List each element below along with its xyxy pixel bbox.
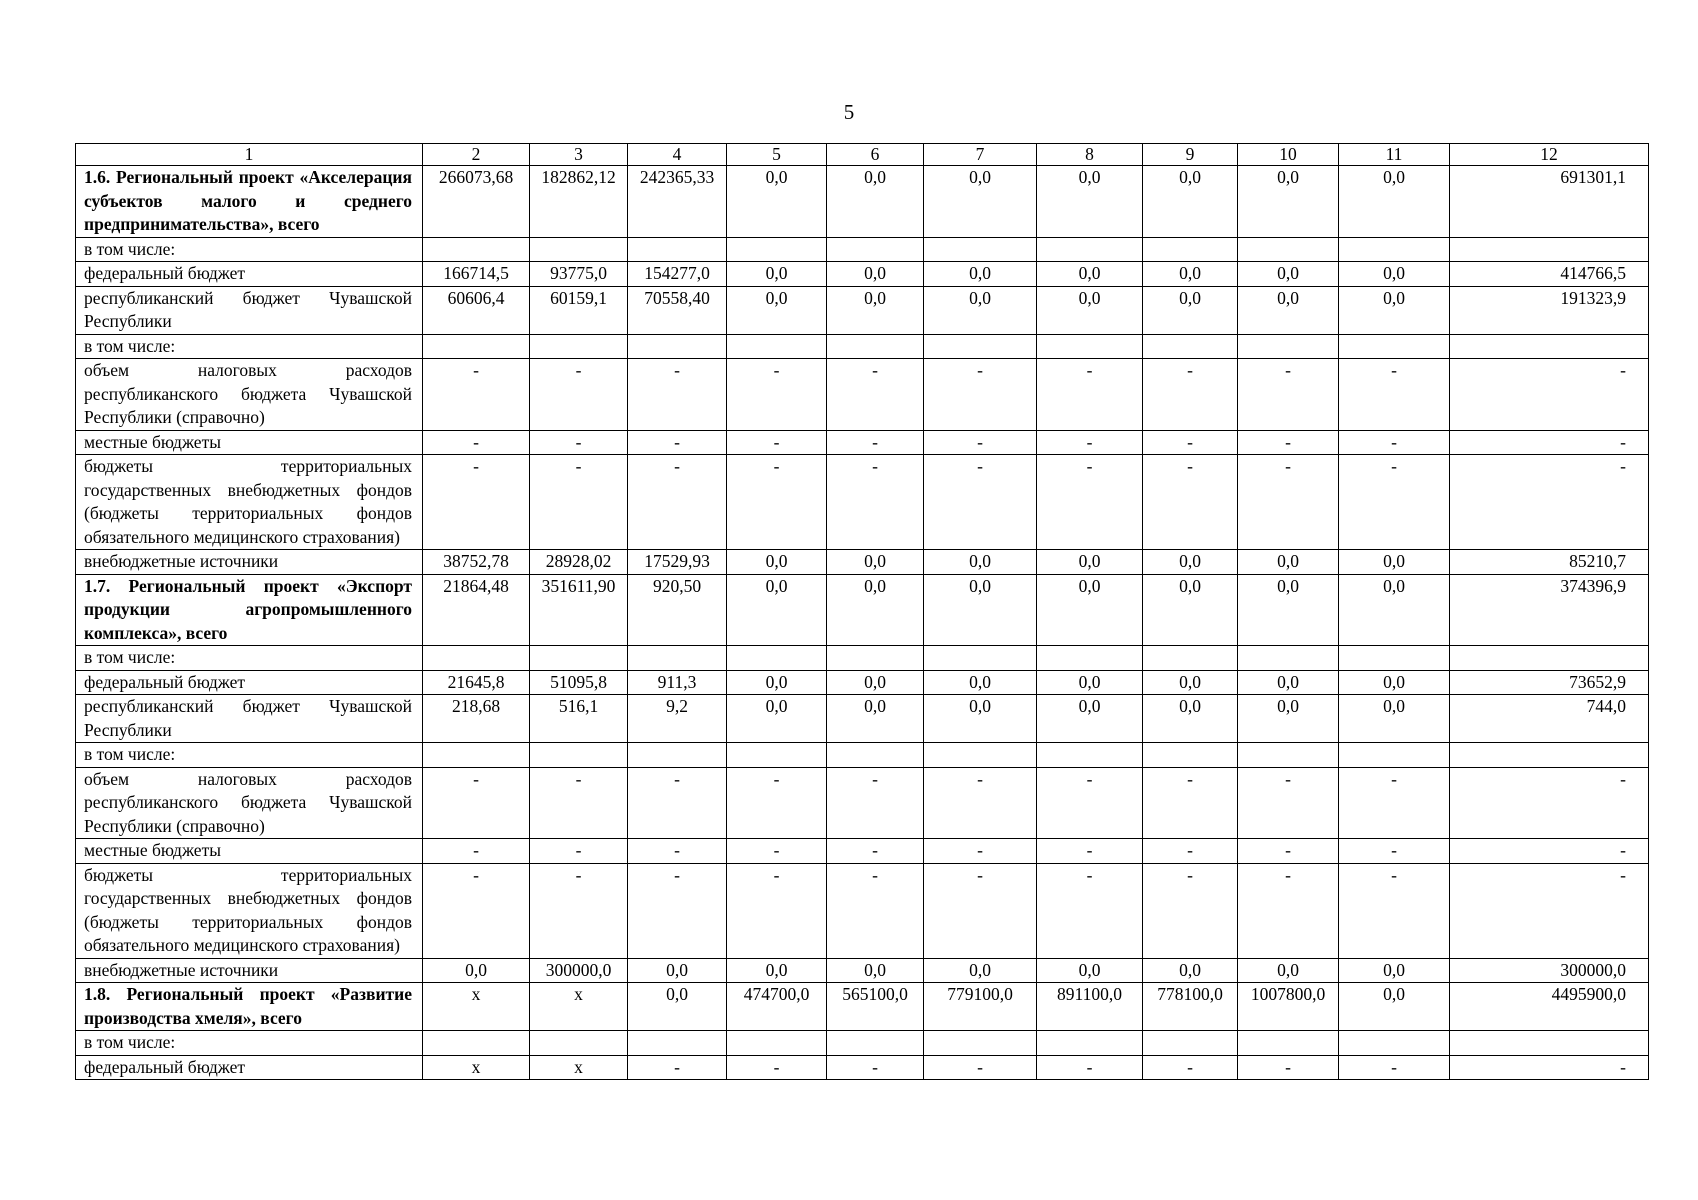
- table-cell: 0,0: [1143, 166, 1238, 238]
- budget-table: [75, 143, 1649, 1080]
- table-cell: 4495900,0: [1450, 983, 1649, 1031]
- table-cell: -: [924, 863, 1037, 958]
- table-cell: 0,0: [1238, 958, 1339, 983]
- table-cell: 38752,78: [423, 550, 530, 575]
- table-cell: 0,0: [1339, 670, 1450, 695]
- table-cell: 9,2: [628, 695, 727, 743]
- table-cell: -: [1238, 767, 1339, 839]
- table-cell: [1143, 743, 1238, 768]
- table-cell: [1037, 743, 1143, 768]
- column-number: 9: [1143, 144, 1238, 166]
- table-cell: 414766,5: [1450, 262, 1649, 287]
- table-cell: -: [727, 839, 827, 864]
- table-cell: 93775,0: [530, 262, 628, 287]
- table-cell: [924, 743, 1037, 768]
- table-cell: [423, 237, 530, 262]
- table-cell: [924, 237, 1037, 262]
- table-cell: 21864,48: [423, 574, 530, 646]
- table-cell: 0,0: [727, 574, 827, 646]
- table-cell: 0,0: [924, 166, 1037, 238]
- table-row: [76, 262, 1649, 287]
- table-cell: -: [727, 430, 827, 455]
- table-cell: 0,0: [924, 262, 1037, 287]
- table-cell: [1037, 646, 1143, 671]
- table-row: [76, 863, 1649, 958]
- table-cell: [530, 646, 628, 671]
- table-cell: -: [1339, 430, 1450, 455]
- table-cell: -: [1238, 1055, 1339, 1080]
- table-cell: 0,0: [1339, 262, 1450, 287]
- table-row: [76, 958, 1649, 983]
- table-cell: [727, 1031, 827, 1056]
- table-cell: [1238, 237, 1339, 262]
- table-cell: 0,0: [827, 695, 924, 743]
- row-label: бюджеты территориальных государственных внебюджетных фондов (бюджеты территориальных фондов обязательного медицинского страхования): [76, 863, 423, 958]
- table-cell: 0,0: [1339, 983, 1450, 1031]
- table-cell: -: [1143, 430, 1238, 455]
- table-cell: 242365,33: [628, 166, 727, 238]
- table-cell: -: [1238, 430, 1339, 455]
- row-label: в том числе:: [76, 646, 423, 671]
- table-cell: 51095,8: [530, 670, 628, 695]
- table-cell: -: [530, 359, 628, 431]
- table-cell: 0,0: [727, 262, 827, 287]
- table-cell: 1007800,0: [1238, 983, 1339, 1031]
- table-cell: 0,0: [827, 670, 924, 695]
- table-cell: [1143, 646, 1238, 671]
- table-cell: 779100,0: [924, 983, 1037, 1031]
- table-cell: [1238, 1031, 1339, 1056]
- table-cell: [530, 237, 628, 262]
- table-cell: -: [1339, 839, 1450, 864]
- table-cell: 0,0: [827, 958, 924, 983]
- table-row: [76, 359, 1649, 431]
- table-cell: [1037, 334, 1143, 359]
- table-cell: -: [1238, 359, 1339, 431]
- table-cell: 0,0: [1037, 958, 1143, 983]
- table-cell: [1143, 334, 1238, 359]
- table-cell: 0,0: [924, 670, 1037, 695]
- table-row: [76, 286, 1649, 334]
- table-cell: -: [530, 863, 628, 958]
- table-cell: -: [1238, 455, 1339, 550]
- table-cell: -: [1238, 839, 1339, 864]
- table-cell: -: [423, 839, 530, 864]
- table-cell: 0,0: [1339, 166, 1450, 238]
- table-cell: 0,0: [727, 695, 827, 743]
- table-cell: 0,0: [727, 286, 827, 334]
- table-cell: -: [1037, 455, 1143, 550]
- table-cell: -: [530, 767, 628, 839]
- table-cell: 0,0: [1238, 550, 1339, 575]
- table-cell: 0,0: [827, 262, 924, 287]
- table-cell: 516,1: [530, 695, 628, 743]
- table-cell: [1339, 237, 1450, 262]
- table-cell: [827, 1031, 924, 1056]
- table-cell: 191323,9: [1450, 286, 1649, 334]
- table-cell: [827, 646, 924, 671]
- table-cell: -: [423, 430, 530, 455]
- table-cell: х: [423, 1055, 530, 1080]
- table-cell: 0,0: [1037, 262, 1143, 287]
- row-label: в том числе:: [76, 743, 423, 768]
- table-cell: -: [924, 767, 1037, 839]
- table-cell: 0,0: [1037, 670, 1143, 695]
- table-cell: 0,0: [1143, 286, 1238, 334]
- table-cell: 0,0: [1339, 550, 1450, 575]
- row-label: внебюджетные источники: [76, 550, 423, 575]
- table-cell: [1238, 646, 1339, 671]
- table-cell: -: [1143, 1055, 1238, 1080]
- table-cell: -: [423, 767, 530, 839]
- row-label: 1.6. Региональный проект «Акселерация субъектов малого и среднего предпринимательства», всего: [76, 166, 423, 238]
- table-cell: 218,68: [423, 695, 530, 743]
- table-cell: 0,0: [827, 166, 924, 238]
- table-cell: х: [530, 983, 628, 1031]
- table-cell: [530, 743, 628, 768]
- table-cell: 0,0: [727, 550, 827, 575]
- table-cell: -: [1143, 455, 1238, 550]
- table-cell: 920,50: [628, 574, 727, 646]
- table-cell: -: [423, 863, 530, 958]
- table-cell: [1037, 1031, 1143, 1056]
- table-cell: 85210,7: [1450, 550, 1649, 575]
- table-cell: -: [1143, 839, 1238, 864]
- table-cell: 0,0: [1238, 262, 1339, 287]
- row-label: 1.8. Региональный проект «Развитие производства хмеля», всего: [76, 983, 423, 1031]
- table-cell: -: [1339, 1055, 1450, 1080]
- table-cell: -: [924, 430, 1037, 455]
- table-row: [76, 743, 1649, 768]
- table-cell: [924, 646, 1037, 671]
- table-cell: [628, 1031, 727, 1056]
- table-cell: [727, 646, 827, 671]
- project-total-row: [76, 983, 1649, 1031]
- table-cell: -: [628, 767, 727, 839]
- table-cell: -: [628, 839, 727, 864]
- table-cell: [1238, 743, 1339, 768]
- table-cell: 0,0: [1037, 550, 1143, 575]
- table-cell: [423, 743, 530, 768]
- table-cell: -: [924, 1055, 1037, 1080]
- table-cell: 565100,0: [827, 983, 924, 1031]
- table-cell: -: [1143, 767, 1238, 839]
- table-cell: 0,0: [1238, 166, 1339, 238]
- table-cell: [1339, 646, 1450, 671]
- table-cell: -: [924, 455, 1037, 550]
- table-cell: х: [530, 1055, 628, 1080]
- table-cell: -: [727, 1055, 827, 1080]
- table-cell: [1339, 743, 1450, 768]
- table-cell: [628, 743, 727, 768]
- column-number-row: [76, 144, 1649, 166]
- table-row: [76, 1031, 1649, 1056]
- table-cell: 0,0: [924, 574, 1037, 646]
- table-cell: 300000,0: [530, 958, 628, 983]
- table-cell: 266073,68: [423, 166, 530, 238]
- table-row: [76, 695, 1649, 743]
- table-cell: 28928,02: [530, 550, 628, 575]
- table-cell: 0,0: [1143, 670, 1238, 695]
- table-cell: [727, 743, 827, 768]
- table-cell: -: [1339, 863, 1450, 958]
- row-label: внебюджетные источники: [76, 958, 423, 983]
- table-cell: 0,0: [1037, 286, 1143, 334]
- project-total-row: [76, 574, 1649, 646]
- table-cell: -: [827, 455, 924, 550]
- row-label: федеральный бюджет: [76, 1055, 423, 1080]
- table-cell: -: [1037, 430, 1143, 455]
- table-cell: [1450, 646, 1649, 671]
- table-cell: -: [1450, 1055, 1649, 1080]
- table-cell: [1143, 1031, 1238, 1056]
- table-cell: -: [1339, 455, 1450, 550]
- table-cell: 0,0: [1143, 695, 1238, 743]
- table-cell: 891100,0: [1037, 983, 1143, 1031]
- column-number: 10: [1238, 144, 1339, 166]
- table-cell: 300000,0: [1450, 958, 1649, 983]
- table-cell: [628, 646, 727, 671]
- table-cell: 778100,0: [1143, 983, 1238, 1031]
- table-cell: 374396,9: [1450, 574, 1649, 646]
- column-number: 12: [1450, 144, 1649, 166]
- table-cell: [924, 334, 1037, 359]
- table-row: [76, 550, 1649, 575]
- table-cell: 0,0: [1238, 286, 1339, 334]
- row-label: объем налоговых расходов республиканского бюджета Чувашской Республики (справочно): [76, 359, 423, 431]
- table-cell: [1339, 1031, 1450, 1056]
- table-cell: -: [727, 455, 827, 550]
- table-cell: [1339, 334, 1450, 359]
- page-number: 5: [843, 100, 855, 124]
- table-cell: -: [1143, 863, 1238, 958]
- table-cell: -: [1143, 359, 1238, 431]
- table-cell: [924, 1031, 1037, 1056]
- column-number: 5: [727, 144, 827, 166]
- table-cell: 0,0: [1037, 166, 1143, 238]
- table-cell: [423, 646, 530, 671]
- row-label: федеральный бюджет: [76, 262, 423, 287]
- table-cell: 21645,8: [423, 670, 530, 695]
- table-cell: 0,0: [423, 958, 530, 983]
- table-cell: х: [423, 983, 530, 1031]
- project-total-row: [76, 166, 1649, 238]
- table-cell: -: [530, 430, 628, 455]
- table-cell: -: [530, 455, 628, 550]
- table-cell: 744,0: [1450, 695, 1649, 743]
- column-number: 3: [530, 144, 628, 166]
- table-cell: 0,0: [628, 958, 727, 983]
- table-cell: -: [1238, 863, 1339, 958]
- table-cell: -: [827, 863, 924, 958]
- table-cell: -: [628, 455, 727, 550]
- table-row: [76, 430, 1649, 455]
- column-number: 2: [423, 144, 530, 166]
- table-cell: [1450, 1031, 1649, 1056]
- table-cell: [530, 334, 628, 359]
- table-cell: -: [827, 767, 924, 839]
- table-cell: -: [1037, 863, 1143, 958]
- table-cell: 182862,12: [530, 166, 628, 238]
- table-cell: 351611,90: [530, 574, 628, 646]
- table-cell: -: [924, 839, 1037, 864]
- table-cell: [1450, 334, 1649, 359]
- table-cell: 0,0: [628, 983, 727, 1031]
- table-cell: [727, 237, 827, 262]
- table-cell: -: [628, 1055, 727, 1080]
- row-label: в том числе:: [76, 1031, 423, 1056]
- table-row: [76, 646, 1649, 671]
- row-label: в том числе:: [76, 237, 423, 262]
- column-number: 6: [827, 144, 924, 166]
- table-cell: -: [827, 839, 924, 864]
- table-cell: -: [530, 839, 628, 864]
- table-cell: 0,0: [1339, 695, 1450, 743]
- column-number: 7: [924, 144, 1037, 166]
- table-cell: -: [827, 430, 924, 455]
- row-label: бюджеты территориальных государственных внебюджетных фондов (бюджеты территориальных фондов обязательного медицинского страхования): [76, 455, 423, 550]
- table-cell: -: [628, 359, 727, 431]
- table-row: [76, 237, 1649, 262]
- table-cell: -: [628, 863, 727, 958]
- table-cell: 0,0: [1339, 958, 1450, 983]
- table-cell: -: [1339, 359, 1450, 431]
- column-number: 11: [1339, 144, 1450, 166]
- table-cell: 0,0: [1339, 574, 1450, 646]
- row-label: местные бюджеты: [76, 839, 423, 864]
- table-row: [76, 767, 1649, 839]
- table-cell: 70558,40: [628, 286, 727, 334]
- table-cell: [827, 237, 924, 262]
- table-cell: 0,0: [924, 286, 1037, 334]
- table-cell: 17529,93: [628, 550, 727, 575]
- table-cell: -: [1037, 359, 1143, 431]
- table-cell: [530, 1031, 628, 1056]
- table-cell: [1143, 237, 1238, 262]
- table-row: [76, 670, 1649, 695]
- table-cell: 0,0: [1143, 574, 1238, 646]
- table-cell: [727, 334, 827, 359]
- table-cell: 0,0: [727, 670, 827, 695]
- table-cell: 0,0: [924, 550, 1037, 575]
- table-row: [76, 455, 1649, 550]
- table-cell: 0,0: [827, 550, 924, 575]
- table-cell: 691301,1: [1450, 166, 1649, 238]
- table-cell: -: [827, 1055, 924, 1080]
- table-cell: 60606,4: [423, 286, 530, 334]
- table-cell: 60159,1: [530, 286, 628, 334]
- table-cell: -: [1450, 767, 1649, 839]
- table-cell: 0,0: [1037, 574, 1143, 646]
- table-row: [76, 334, 1649, 359]
- table-cell: 474700,0: [727, 983, 827, 1031]
- table-cell: [827, 334, 924, 359]
- table-cell: -: [1450, 455, 1649, 550]
- table-cell: -: [727, 767, 827, 839]
- table-cell: [628, 334, 727, 359]
- table-row: [76, 839, 1649, 864]
- table-cell: -: [423, 455, 530, 550]
- row-label: республиканский бюджет Чувашской Республики: [76, 286, 423, 334]
- table-cell: 0,0: [1143, 262, 1238, 287]
- table-cell: 154277,0: [628, 262, 727, 287]
- table-cell: -: [1037, 767, 1143, 839]
- table-cell: [1238, 334, 1339, 359]
- table-cell: 0,0: [1238, 574, 1339, 646]
- table-cell: -: [1450, 359, 1649, 431]
- table-cell: -: [827, 359, 924, 431]
- table-cell: [423, 1031, 530, 1056]
- table-cell: -: [423, 359, 530, 431]
- column-number: 4: [628, 144, 727, 166]
- table-row: [76, 1055, 1649, 1080]
- table-cell: 0,0: [1143, 550, 1238, 575]
- table-cell: [1037, 237, 1143, 262]
- table-cell: -: [1037, 839, 1143, 864]
- table-cell: 0,0: [1143, 958, 1238, 983]
- table-cell: 0,0: [1238, 695, 1339, 743]
- table-cell: [1450, 743, 1649, 768]
- table-cell: [628, 237, 727, 262]
- table-cell: -: [628, 430, 727, 455]
- table-cell: 166714,5: [423, 262, 530, 287]
- table-cell: 0,0: [827, 286, 924, 334]
- row-label: 1.7. Региональный проект «Экспорт продукции агропромышленного комплекса», всего: [76, 574, 423, 646]
- table-cell: 0,0: [924, 695, 1037, 743]
- table-cell: 0,0: [1037, 695, 1143, 743]
- table-cell: -: [1450, 863, 1649, 958]
- table-cell: 0,0: [924, 958, 1037, 983]
- table-cell: -: [924, 359, 1037, 431]
- table-cell: -: [1037, 1055, 1143, 1080]
- row-label: республиканский бюджет Чувашской Республики: [76, 695, 423, 743]
- row-label: объем налоговых расходов республиканского бюджета Чувашской Республики (справочно): [76, 767, 423, 839]
- column-number: 8: [1037, 144, 1143, 166]
- table-cell: 0,0: [827, 574, 924, 646]
- row-label: в том числе:: [76, 334, 423, 359]
- table-cell: 0,0: [1339, 286, 1450, 334]
- table-cell: 0,0: [1238, 670, 1339, 695]
- table-cell: 911,3: [628, 670, 727, 695]
- row-label: местные бюджеты: [76, 430, 423, 455]
- table-cell: -: [1339, 767, 1450, 839]
- table-cell: 0,0: [727, 166, 827, 238]
- row-label: федеральный бюджет: [76, 670, 423, 695]
- table-cell: -: [1450, 839, 1649, 864]
- table-cell: [423, 334, 530, 359]
- column-number: 1: [76, 144, 423, 166]
- table-cell: [827, 743, 924, 768]
- table-cell: [1450, 237, 1649, 262]
- table-cell: -: [727, 359, 827, 431]
- table-cell: -: [1450, 430, 1649, 455]
- table-cell: 73652,9: [1450, 670, 1649, 695]
- table-cell: -: [727, 863, 827, 958]
- table-cell: 0,0: [727, 958, 827, 983]
